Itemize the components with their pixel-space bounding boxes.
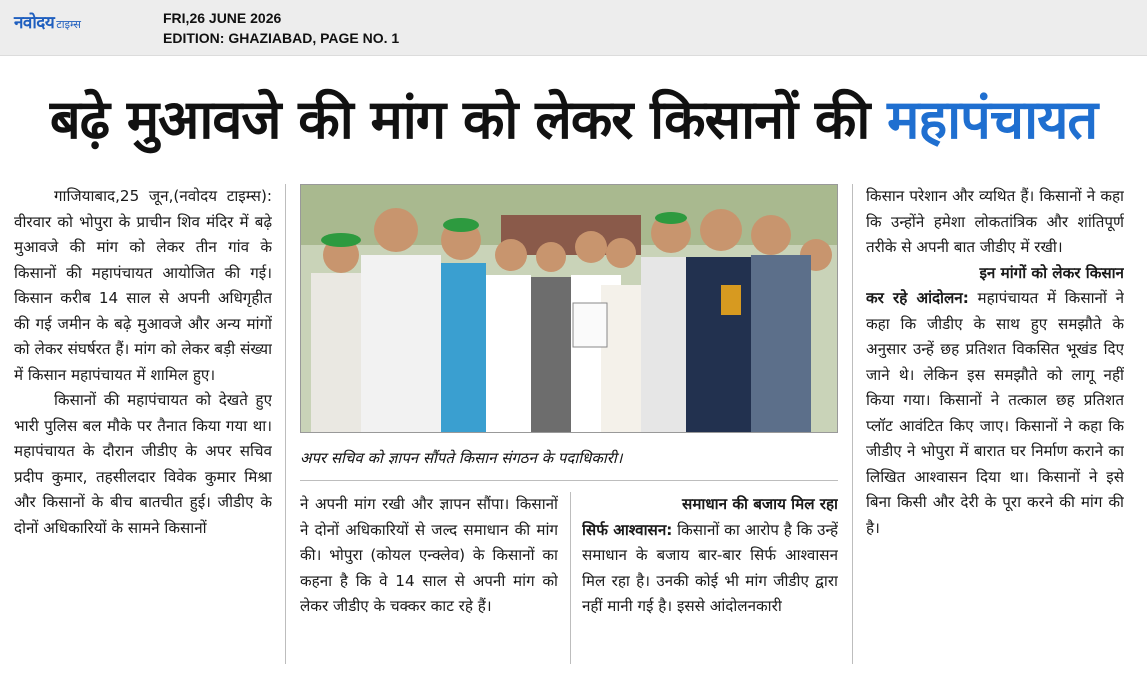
article-headline <box>0 70 1147 170</box>
col1-paragraph-2: किसानों की महापंचायत को देखते हुए भारी पुलिस बल मौके पर तैनात किया गया था। महापंचायत के दौरान जीडीए के अपर सचिव प्रदीप कुमार, तहसीलदार विवेक कुमार मिश्रा और किसानों के बीच बातचीत हुई। जीडीए के दोनों अधिकारियों के सामने किसानों <box>14 391 272 537</box>
col2b-subheading: समाधान की बजाय मिल रहा <box>682 495 838 513</box>
column-divider <box>570 492 571 664</box>
article-column-3 <box>582 492 838 664</box>
logo-sub-text: टाइम्स <box>56 18 81 31</box>
article-column-2 <box>300 492 558 664</box>
col1-paragraph-1: गाजियाबाद,25 जून,(नवोदय टाइम्स): वीरवार को भोपुरा के प्राचीन शिव मंदिर में बढ़े मुआवजे की मांग को लेकर तीन गांव के किसानों की महापंचायत आयोजित की गई। किसान करीब 14 साल से अपनी अधिगृहीत की गई जमीन के बढ़े मुआवजे और अन्य मांगों को लेकर संघर्षरत हैं। मांग को लेकर बड़ी संख्या में किसान महापंचायत में शामिल हुए। <box>14 187 272 384</box>
col3-paragraph-1: किसान परेशान और व्यथित हैं। किसानों ने कहा कि उन्होंने हमेशा लोकतांत्रिक और शांतिपूर्ण तरीके से अपनी बात जीडीए में रखी। <box>866 187 1124 256</box>
edition-date: FRI,26 JUNE 2026 <box>163 10 282 26</box>
logo-main-text: नवोदय <box>14 13 55 33</box>
article-column-1 <box>14 184 272 664</box>
col3-subheading: इन मांगों को लेकर किसान <box>979 263 1124 282</box>
top-bar <box>0 0 1147 56</box>
headline-highlight: महापंचायत <box>887 88 1098 151</box>
col2b-paragraph-1: किसानों का आरोप है कि उन्हें समाधान के बजाय बार-बार सिर्फ आश्वासन मिल रहा है। उनकी कोई भी मांग जीडीए द्वारा नहीं मानी गई है। इससे आंदोलनकारी <box>582 520 838 615</box>
edition-page: EDITION: GHAZIABAD, PAGE NO. 1 <box>163 30 400 46</box>
col2b-lead: सिर्फ आश्वासन: <box>582 520 673 539</box>
article-photo[interactable] <box>300 184 838 433</box>
article-column-4 <box>866 184 1124 664</box>
photo-caption: अपर सचिव को ज्ञापन सौंपते किसान संगठन के पदाधिकारी। <box>300 449 623 467</box>
column-divider <box>285 184 286 664</box>
crowd-photo-illustration <box>301 185 838 433</box>
column-divider <box>852 184 853 664</box>
col3-lead: कर रहे आंदोलन: <box>866 289 969 307</box>
col3-paragraph-2: महापंचायत में किसानों ने कहा कि जीडीए के साथ हुए समझौते के अनुसार उन्हें छह प्रतिशत विकसित भूखंड दिए जाने थे। लेकिन इस समझौते को लागू नहीं किया गया। किसानों ने तत्काल छह प्रतिशत प्लॉट आवंटित किए जाए। किसानों ने कहा कि जीडीए ने भोपुरा में बारात घर निर्माण कराने का लिखित आश्वासन दिया था। किसानों ने इसे बिना किसी और देरी के पूरा करने की मांग की है। <box>866 289 1124 537</box>
caption-divider <box>300 480 838 481</box>
col2a-paragraph-1: ने अपनी मांग रखी और ज्ञापन सौंपा। किसानों ने दोनों अधिकारियों से जल्द समाधान की मांग की। भोपुरा (कोयल एन्क्लेव) के किसानों का कहना है कि वे 14 साल से अपनी मांग को लेकर जीडीए के चक्कर काट रहे हैं। <box>300 495 558 615</box>
newspaper-logo[interactable] <box>14 10 81 34</box>
headline-main: बढ़े मुआवजे की मांग को लेकर किसानों की <box>49 88 870 151</box>
edition-info <box>163 8 399 48</box>
